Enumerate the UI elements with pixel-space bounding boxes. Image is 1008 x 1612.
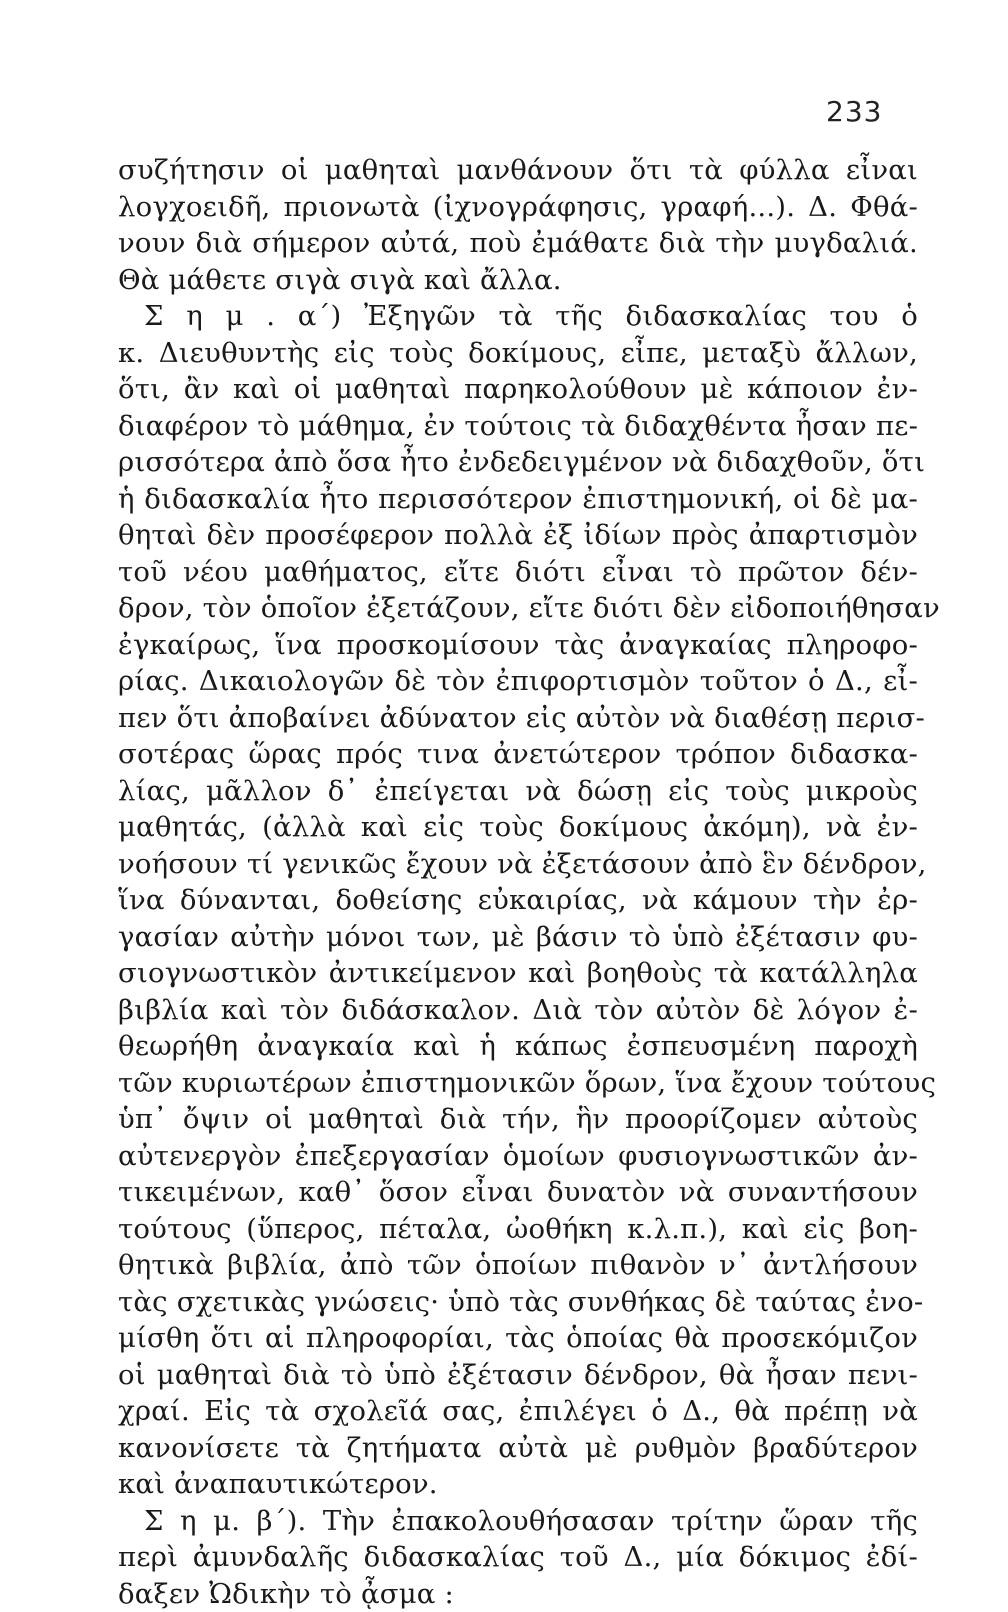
text-line: γασίαν αὐτὴν μόνοι των, μὲ βάσιν τὸ ὑπὸ ἐξέτασιν φυ- [118, 919, 918, 956]
text-line: Σ η μ . α΄) Ἐξηγῶν τὰ τῆς διδασκαλίας του ὁ [118, 298, 918, 335]
text-line: λογχοειδῆ, πριονωτὰ (ἰχνογράφησις, γραφή...). Δ. Φθά- [118, 189, 918, 226]
text-line: ὑπ᾽ ὄψιν οἱ μαθηταὶ διὰ τήν, ἣν προορίζομεν αὐτοὺς [118, 1101, 918, 1138]
text-line: κ. Διευθυντὴς εἰς τοὺς δοκίμους, εἶπε, μεταξὺ ἄλλων, [118, 335, 918, 372]
text-line: περὶ ἀμυνδαλῆς διδασκαλίας τοῦ Δ., μία δόκιμος ἐδί- [118, 1539, 918, 1576]
text-line: τούτους (ὕπερος, πέταλα, ὠοθήκη κ.λ.π.), καὶ εἰς βοη- [118, 1211, 918, 1248]
text-line: θητικὰ βιβλία, ἀπὸ τῶν ὁποίων πιθανὸν ν᾽ ἀντλήσουν [118, 1247, 918, 1284]
text-line: τῶν κυριωτέρων ἐπιστημονικῶν ὅρων, ἵνα ἔχουν τούτους [118, 1065, 918, 1102]
page-number: 233 [826, 95, 882, 128]
text-line: μαθητάς, (ἀλλὰ καὶ εἰς τοὺς δοκίμους ἀκόμη), νὰ ἐν- [118, 809, 918, 846]
text-line: συζήτησιν οἱ μαθηταὶ μανθάνουν ὅτι τὰ φύλλα εἶναι [118, 152, 918, 189]
text-line: σιογνωστικὸν ἀντικείμενον καὶ βοηθοὺς τὰ κατάλληλα [118, 955, 918, 992]
text-line: ἵνα δύνανται, δοθείσης εὐκαιρίας, νὰ κάμουν τὴν ἐρ- [118, 882, 918, 919]
text-line: πεν ὅτι ἀποβαίνει ἀδύνατον εἰς αὐτὸν νὰ διαθέσῃ περισ- [118, 700, 918, 737]
text-line: χραί. Εἰς τὰ σχολεῖά σας, ἐπιλέγει ὁ Δ., θὰ πρέπῃ νὰ [118, 1393, 918, 1430]
text-line: καὶ ἀναπαυτικώτερον. [118, 1466, 918, 1503]
text-line: ὅτι, ἂν καὶ οἱ μαθηταὶ παρηκολούθουν μὲ κάποιον ἐν- [118, 371, 918, 408]
text-line: τοῦ νέου μαθήματος, εἴτε διότι εἶναι τὸ πρῶτον δέν- [118, 554, 918, 591]
text-line: νοήσουν τί γενικῶς ἔχουν νὰ ἐξετάσουν ἀπὸ ἓν δένδρον, [118, 846, 918, 883]
body-text [118, 152, 918, 1612]
text-line: λίας, μᾶλλον δ᾽ ἐπείγεται νὰ δώσῃ εἰς τοὺς μικροὺς [118, 773, 918, 810]
text-line: Θὰ μάθετε σιγὰ σιγὰ καὶ ἄλλα. [118, 262, 918, 299]
text-line: θεωρήθη ἀναγκαία καὶ ἡ κάπως ἐσπευσμένη παροχὴ [118, 1028, 918, 1065]
text-line: οἱ μαθηταὶ διὰ τὸ ὑπὸ ἐξέτασιν δένδρον, θὰ ἦσαν πενι- [118, 1357, 918, 1394]
text-line: ἡ διδασκαλία ἦτο περισσότερον ἐπιστημονική, οἱ δὲ μα- [118, 481, 918, 518]
text-line: θηταὶ δὲν προσέφερον πολλὰ ἐξ ἰδίων πρὸς ἀπαρτισμὸν [118, 517, 918, 554]
text-line: αὐτενεργὸν ἐπεξεργασίαν ὁμοίων φυσιογνωστικῶν ἀν- [118, 1138, 918, 1175]
text-line: τικειμένων, καθ᾽ ὅσον εἶναι δυνατὸν νὰ συναντήσουν [118, 1174, 918, 1211]
text-line: κανονίσετε τὰ ζητήματα αὐτὰ μὲ ρυθμὸν βραδύτερον [118, 1430, 918, 1467]
text-line: δαξεν Ὠδικὴν τὸ ᾆσμα : [118, 1576, 918, 1612]
text-line: βιβλία καὶ τὸν διδάσκαλον. Διὰ τὸν αὐτὸν δὲ λόγον ἐ- [118, 992, 918, 1029]
text-line: μίσθη ὅτι αἱ πληροφορίαι, τὰς ὁποίας θὰ προσεκόμιζον [118, 1320, 918, 1357]
text-line: διαφέρον τὸ μάθημα, ἐν τούτοις τὰ διδαχθέντα ἦσαν πε- [118, 408, 918, 445]
text-line: νουν διὰ σήμερον αὐτά, ποὺ ἐμάθατε διὰ τὴν μυγδαλιά. [118, 225, 918, 262]
text-line: τὰς σχετικὰς γνώσεις· ὑπὸ τὰς συνθήκας δὲ ταύτας ἐνο- [118, 1284, 918, 1321]
text-line: ρίας. Δικαιολογῶν δὲ τὸν ἐπιφορτισμὸν τοῦτον ὁ Δ., εἶ- [118, 663, 918, 700]
text-line: Σ η μ. β΄). Τὴν ἐπακολουθήσασαν τρίτην ὥραν τῆς [118, 1503, 918, 1540]
text-line: σοτέρας ὥρας πρός τινα ἀνετώτερον τρόπον διδασκα- [118, 736, 918, 773]
text-line: δρον, τὸν ὁποῖον ἐξετάζουν, εἴτε διότι δὲν εἰδοποιήθησαν [118, 590, 918, 627]
text-line: ρισσότερα ἀπὸ ὅσα ἦτο ἐνδεδειγμένον νὰ διδαχθοῦν, ὅτι [118, 444, 918, 481]
text-line: ἐγκαίρως, ἵνα προσκομίσουν τὰς ἀναγκαίας πληροφο- [118, 627, 918, 664]
